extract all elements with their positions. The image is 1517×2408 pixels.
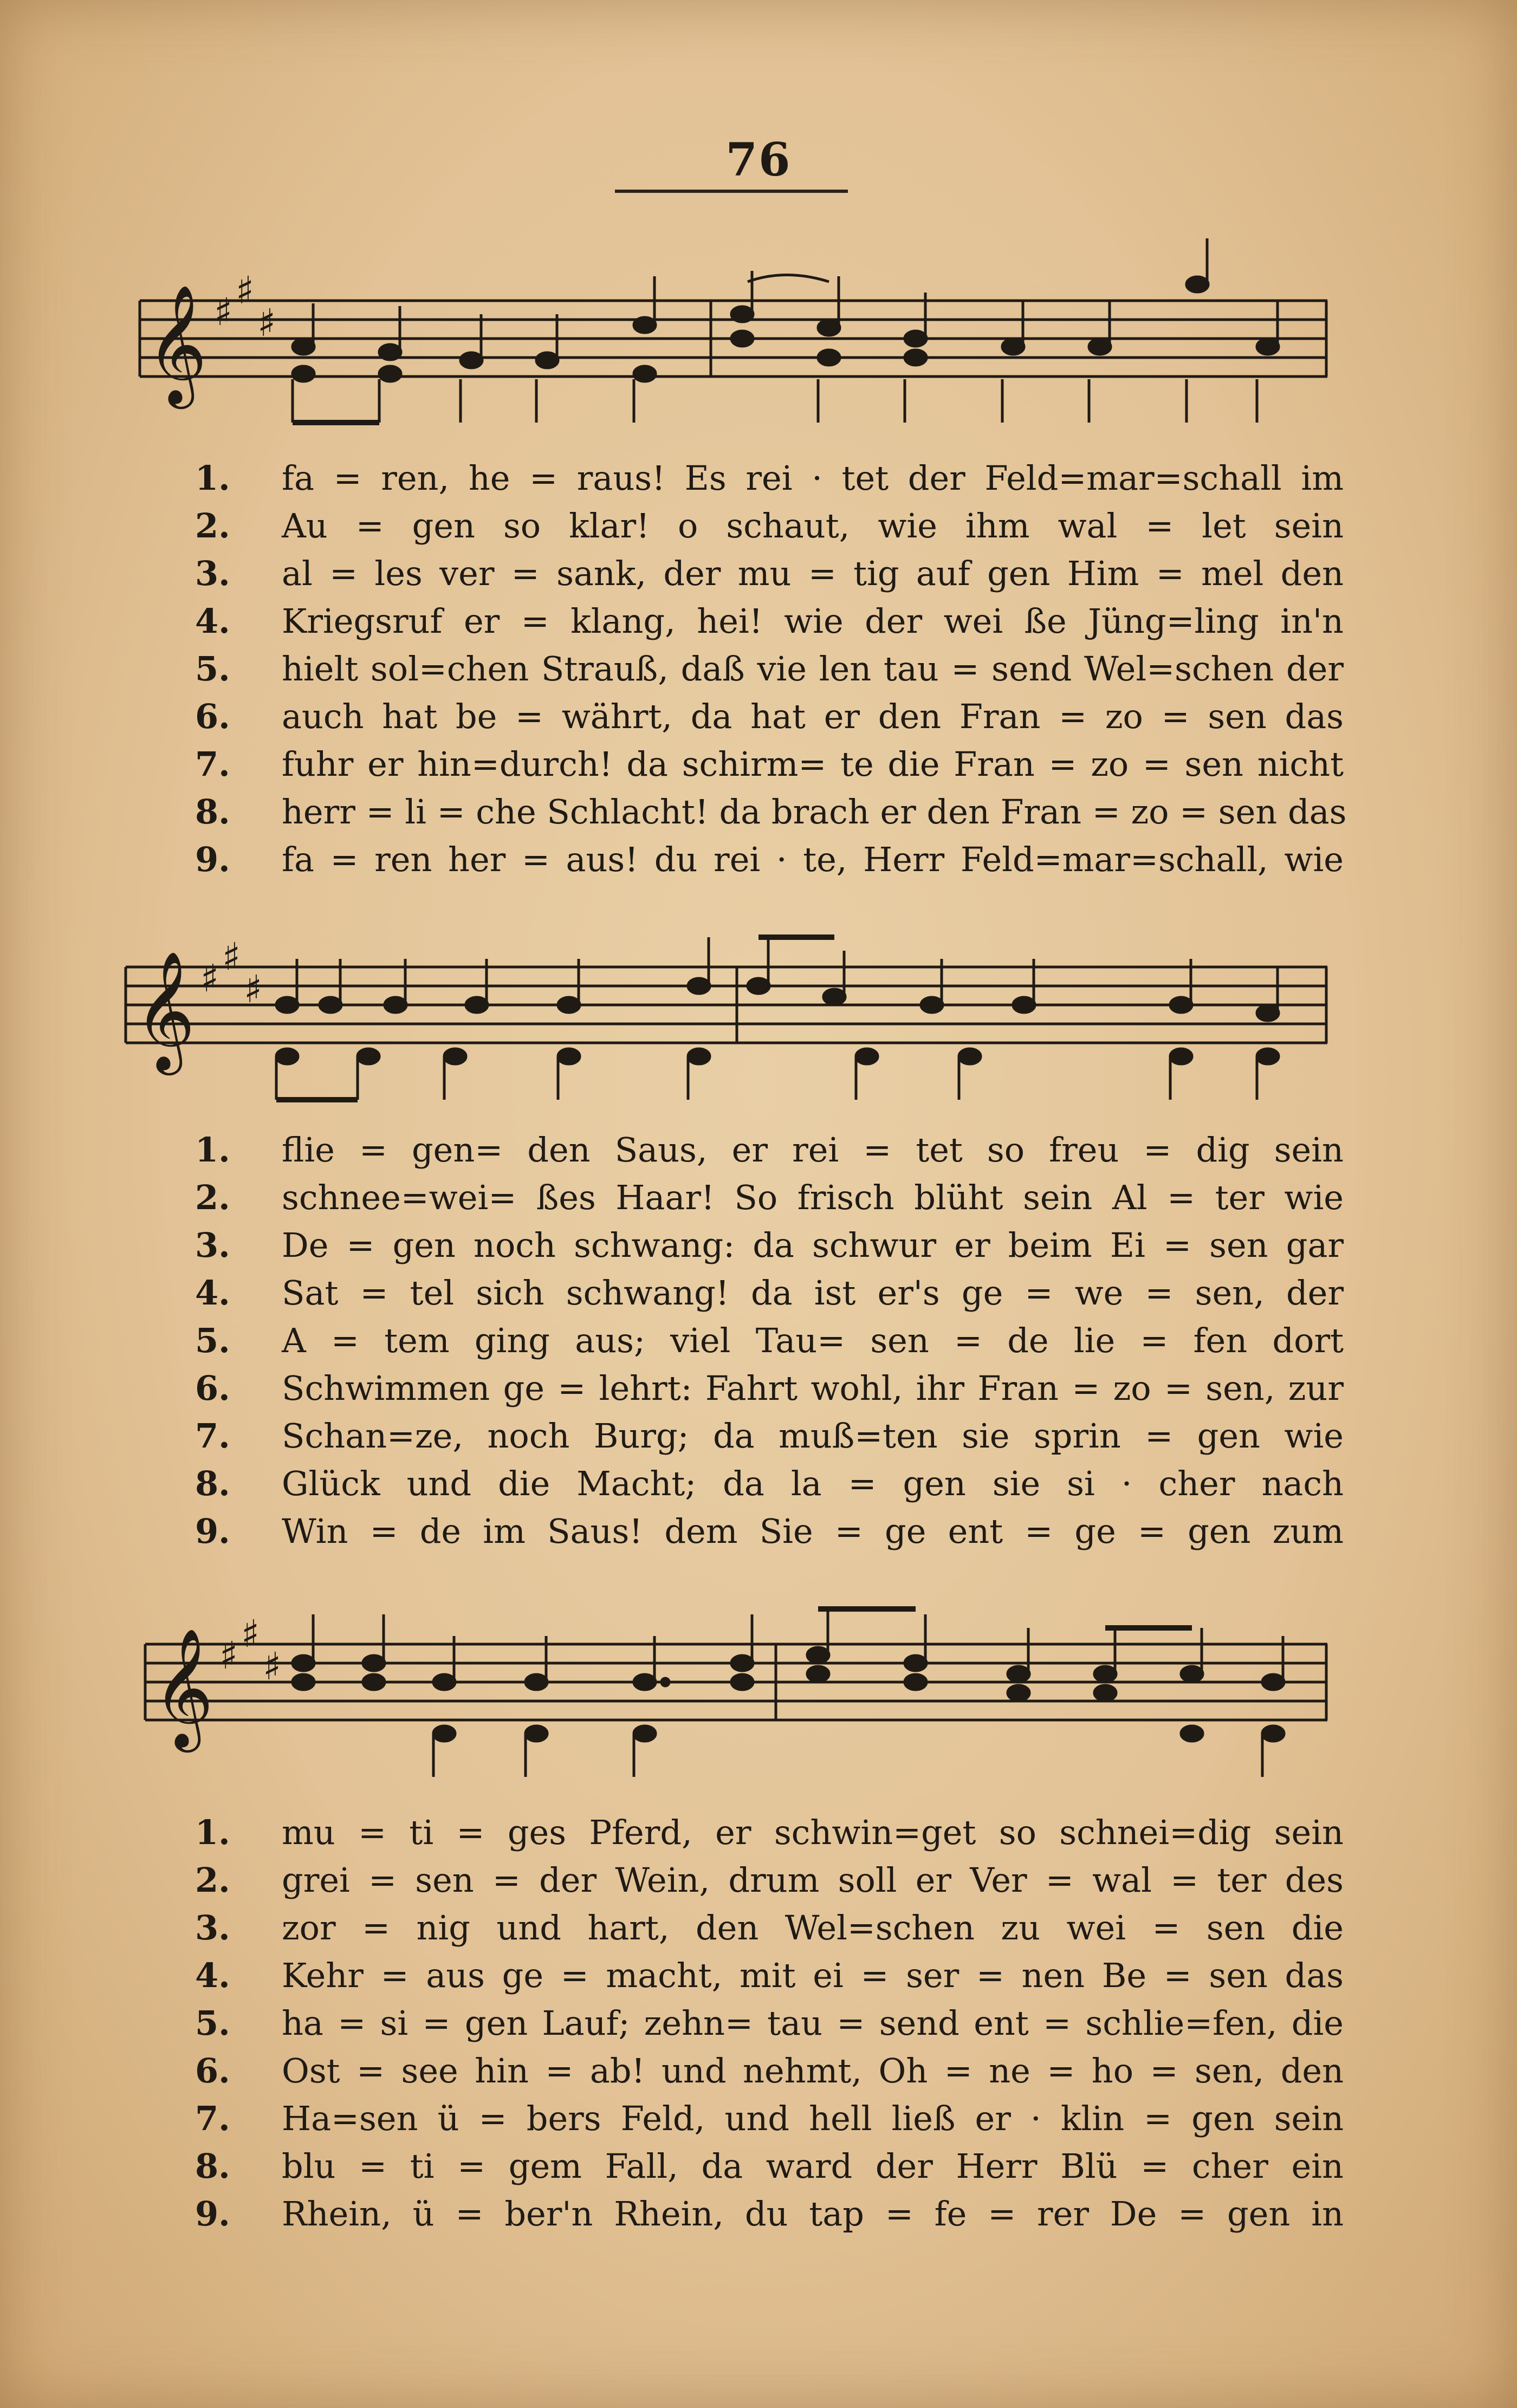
verse-line: 5. ha = si = gen Lauf; zehn= tau = send ent = schlie=fen, die: [195, 2003, 1344, 2043]
svg-text:♯: ♯: [236, 268, 254, 313]
svg-text:𝄞: 𝄞: [146, 284, 208, 404]
verse-line: 1. mu = ti = ges Pferd, er schwin=get so schnei=dig sein: [195, 1813, 1344, 1852]
verse-line: 2. grei = sen = der Wein, drum soll er Ver = wal = ter des: [195, 1860, 1344, 1900]
verse-line: 3. De = gen noch schwang: da schwur er beim Ei = sen gar: [195, 1225, 1344, 1265]
page-number: 76: [725, 133, 792, 186]
svg-text:♯: ♯: [219, 1633, 238, 1678]
verse-line: 5. hielt sol=chen Strauß, daß vie len tau = send Wel=schen der: [195, 649, 1344, 689]
verse-line: 2. Au = gen so klar! o schaut, wie ihm wal = let sein: [195, 506, 1344, 546]
music-staff-3: [0, 1354, 1517, 1788]
music-staff-2: [0, 677, 1517, 1111]
verse-line: 3. zor = nig und hart, den Wel=schen zu wei = sen die: [195, 1908, 1344, 1948]
verse-line: 8. Glück und die Macht; da la = gen sie si · cher nach: [195, 1464, 1344, 1503]
verse-line: 8. blu = ti = gem Fall, da ward der Herr Blü = cher ein: [195, 2146, 1344, 2186]
svg-text:𝄞: 𝄞: [134, 950, 196, 1070]
svg-text:♯: ♯: [263, 1644, 281, 1689]
verse-line: 9. fa = ren her = aus! du rei · te, Herr Feld=mar=schall, wie: [195, 840, 1344, 879]
verse-line: 2. schnee=wei= ßes Haar! So frisch blüht sein Al = ter wie: [195, 1178, 1344, 1217]
verse-line: 5. A = tem ging aus; viel Tau= sen = de lie = fen dort: [195, 1321, 1344, 1360]
verse-line: 8. herr = li = che Schlacht! da brach er den Fran = zo = sen das: [195, 792, 1347, 832]
verse-line: 7. Ha=sen ü = bers Feld, und hell ließ er · klin = gen sein: [195, 2099, 1344, 2138]
verse-line: 4. Kehr = aus ge = macht, mit ei = ser = nen Be = sen das: [195, 1956, 1344, 1995]
verse-line: 1. flie = gen= den Saus, er rei = tet so freu = dig sein: [195, 1130, 1344, 1170]
verse-line: 1. fa = ren, he = raus! Es rei · tet der Feld=mar=schall im: [195, 458, 1344, 498]
verse-line: 9. Rhein, ü = ber'n Rhein, du tap = fe = rer De = gen in: [195, 2194, 1344, 2234]
verse-line: 6. Schwimmen ge = lehrt: Fahrt wohl, ihr Fran = zo = sen, zur: [195, 1368, 1344, 1408]
verse-line: 9. Win = de im Saus! dem Sie = ge ent = ge = gen zum: [195, 1511, 1344, 1551]
svg-text:♯: ♯: [222, 934, 241, 979]
verse-line: 7. Schan=ze, noch Burg; da muß=ten sie sprin = gen wie: [195, 1416, 1344, 1456]
verse-line: 4. Sat = tel sich schwang! da ist er's ge = we = sen, der: [195, 1273, 1344, 1313]
svg-text:♯: ♯: [200, 956, 219, 1001]
svg-text:♯: ♯: [241, 1612, 260, 1656]
svg-text:♯: ♯: [214, 290, 232, 334]
verse-line: 7. fuhr er hin=durch! da schirm= te die Fran = zo = sen nicht: [195, 744, 1344, 784]
verse-line: 6. auch hat be = währt, da hat er den Fran = zo = sen das: [195, 697, 1344, 736]
svg-text:♯: ♯: [257, 301, 276, 345]
svg-text:𝄞: 𝄞: [153, 1627, 214, 1747]
verse-line: 3. al = les ver = sank, der mu = tig auf gen Him = mel den: [195, 554, 1344, 593]
svg-text:♯: ♯: [244, 967, 262, 1011]
music-staff-1: [0, 0, 1517, 488]
verse-line: 6. Ost = see hin = ab! und nehmt, Oh = ne = ho = sen, den: [195, 2051, 1344, 2091]
verse-line: 4. Kriegsruf er = klang, hei! wie der wei ße Jüng=ling in'n: [195, 601, 1344, 641]
